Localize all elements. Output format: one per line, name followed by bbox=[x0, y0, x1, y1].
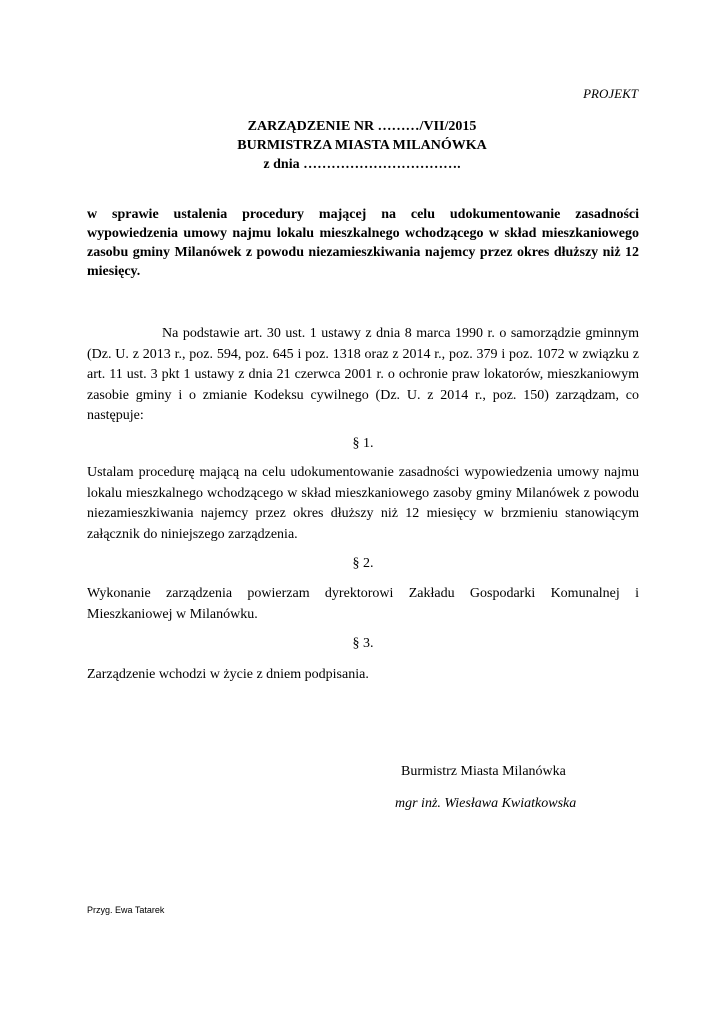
section-3-text: Zarządzenie wchodzi w życie z dniem podpisania. bbox=[87, 667, 369, 682]
document-subject: w sprawie ustalenia procedury mającej na celu udokumentowanie zasadności wypowiedzenia umowy najmu lokalu mieszkalnego wchodzącego w skład mieszkaniowego zasobu gminy Milanówek z powodu niezamieszkiwania najemcy przez okres dłuższy niż 12 miesięcy. bbox=[87, 207, 639, 279]
document-status: PROJEKT bbox=[583, 86, 638, 101]
title-date: z dnia ……………………………. bbox=[263, 157, 461, 172]
document-title bbox=[0, 117, 724, 174]
legal-basis-paragraph: Na podstawie art. 30 ust. 1 ustawy z dnia 8 marca 1990 r. o samorządzie gminnym (Dz. U. z 2013 r., poz. 594, poz. 645 i poz. 1318 oraz z 2014 r., poz. 379 i poz. 1072 w związku z art. 11 ust. 3 pkt 1 ustawy z dnia 21 czerwca 2001 r. o ochronie praw lokatorów, mieszkaniowym zasobie gminy i o zmianie Kodeksu cywilnego (Dz. U. z 2014 r., poz. 150) zarządzam, co następuje: bbox=[87, 326, 639, 423]
title-issuer: BURMISTRZA MIASTA MILANÓWKA bbox=[237, 138, 487, 153]
signature-office: Burmistrz Miasta Milanówka bbox=[401, 764, 566, 779]
prepared-by-note: Przyg. Ewa Tatarek bbox=[87, 905, 165, 915]
section-3-mark: § 3. bbox=[352, 636, 374, 651]
section-2-mark: § 2. bbox=[352, 556, 374, 571]
section-1-mark: § 1. bbox=[352, 436, 374, 451]
title-number: ZARZĄDZENIE NR ………/VII/2015 bbox=[247, 119, 477, 134]
signature-name: mgr inż. Wiesława Kwiatkowska bbox=[395, 796, 577, 811]
section-1-text: Ustalam procedurę mającą na celu udokumentowanie zasadności wypowiedzenia umowy najmu lokalu mieszkalnego wchodzącego w skład mieszkaniowego zasoby gminy Milanówek z powodu niezamieszkiwania najemcy przez okres dłuższy niż 12 miesięcy w brzmieniu stanowiącym załącznik do niniejszego zarządzenia. bbox=[87, 465, 639, 542]
section-2-text: Wykonanie zarządzenia powierzam dyrektorowi Zakładu Gospodarki Komunalnej i Mieszkaniowej w Milanówku. bbox=[87, 586, 639, 622]
